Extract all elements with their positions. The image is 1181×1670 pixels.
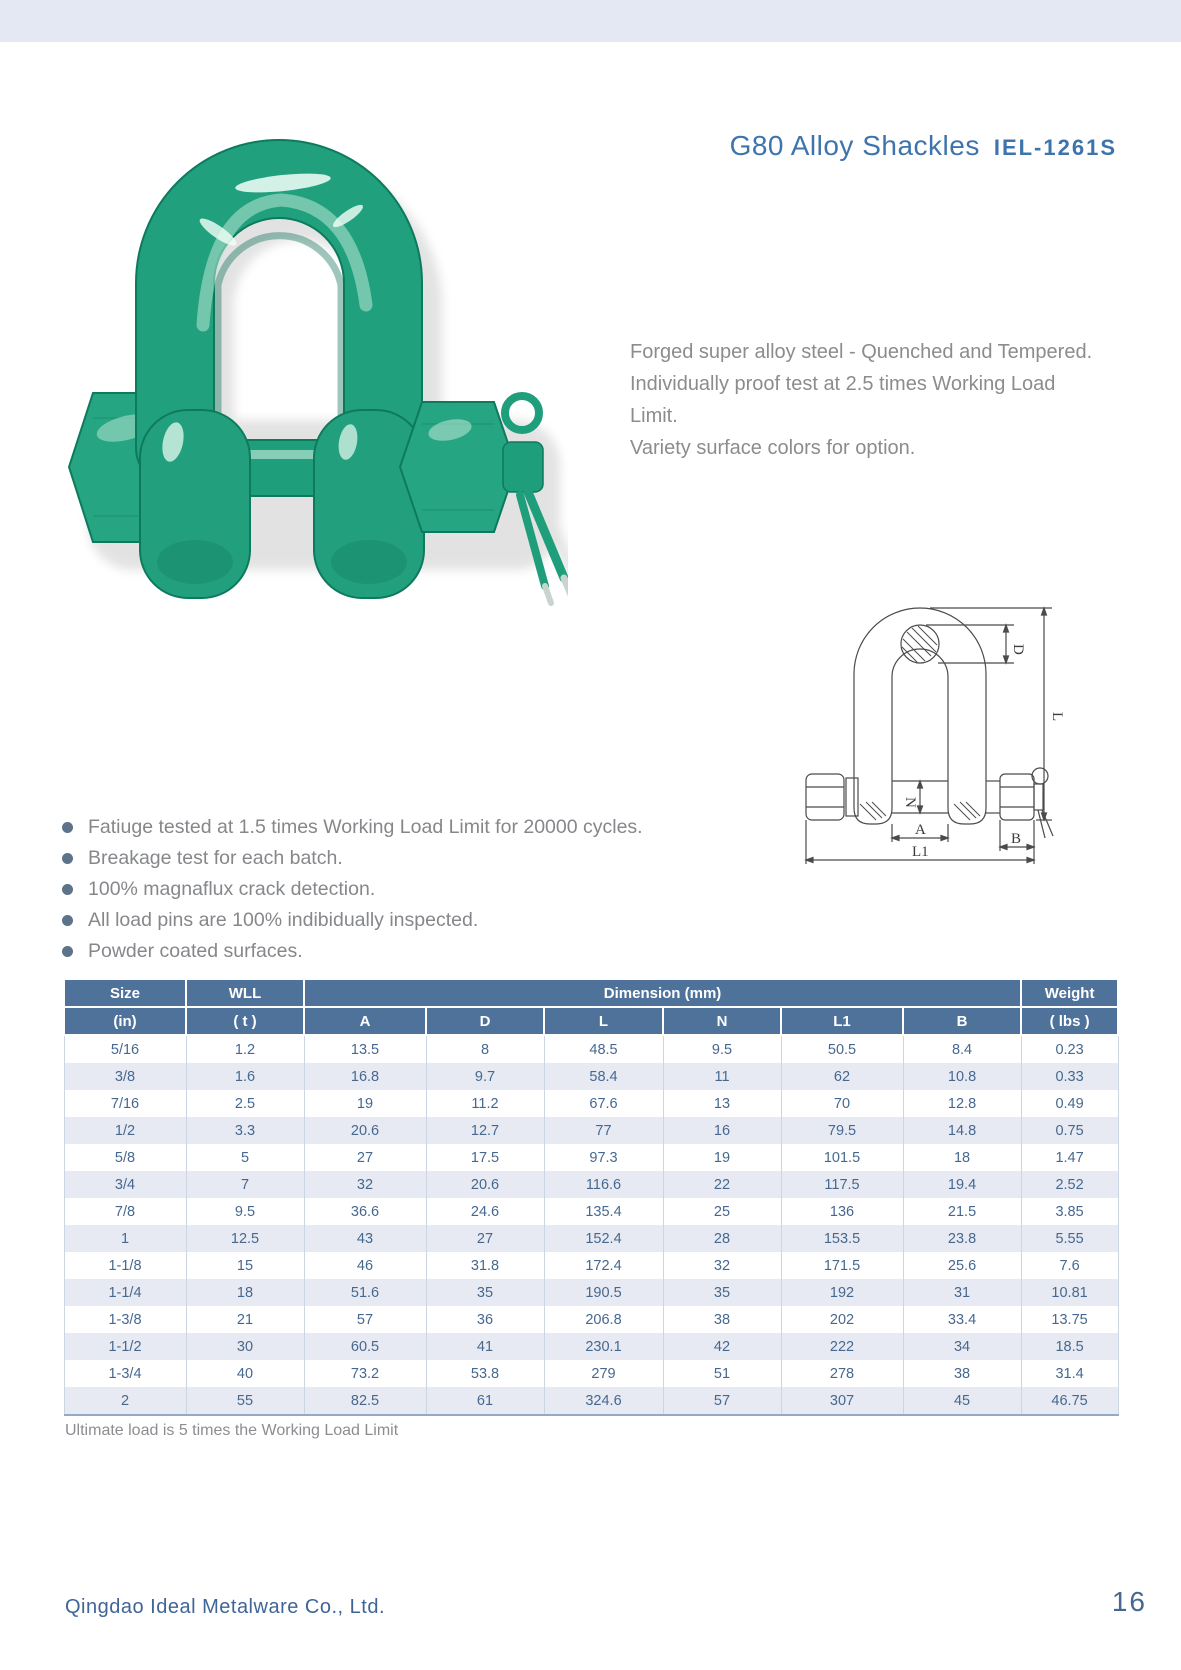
table-cell: 1-3/4 (64, 1360, 186, 1387)
table-cell: 22 (663, 1171, 781, 1198)
table-cell: 172.4 (544, 1252, 663, 1279)
table-row (64, 1225, 1118, 1252)
feature-text: Breakage test for each batch. (88, 847, 343, 869)
table-cell: 41 (426, 1333, 544, 1360)
table-cell: 32 (663, 1252, 781, 1279)
table-cell: 58.4 (544, 1063, 663, 1090)
table-cell: 13.75 (1021, 1306, 1118, 1333)
feature-text: Fatiuge tested at 1.5 times Working Load Limit for 20000 cycles. (88, 816, 643, 838)
table-cell: 9.7 (426, 1063, 544, 1090)
table-cell: 3.3 (186, 1117, 304, 1144)
top-band (0, 0, 1181, 42)
col-size-unit: (in) (64, 1007, 186, 1035)
table-cell: 1 (64, 1225, 186, 1252)
col-weight-unit: ( lbs ) (1021, 1007, 1118, 1035)
table-cell: 5/8 (64, 1144, 186, 1171)
table-cell: 32 (304, 1171, 426, 1198)
table-row (64, 1252, 1118, 1279)
table-cell: 19.4 (903, 1171, 1021, 1198)
table-cell: 27 (426, 1225, 544, 1252)
col-wll-unit: ( t ) (186, 1007, 304, 1035)
product-code: IEL-1261S (993, 135, 1117, 160)
table-cell: 36 (426, 1306, 544, 1333)
table-row (64, 1144, 1118, 1171)
table-cell: 77 (544, 1117, 663, 1144)
col-size: Size (64, 979, 186, 1007)
bullet-icon (62, 946, 73, 957)
footer-company: Qingdao Ideal Metalware Co., Ltd. (65, 1596, 386, 1618)
table-cell: 2 (64, 1387, 186, 1415)
table-note: Ultimate load is 5 times the Working Load Limit (65, 1422, 399, 1439)
table-cell: 278 (781, 1360, 903, 1387)
table-cell: 152.4 (544, 1225, 663, 1252)
table-cell: 21.5 (903, 1198, 1021, 1225)
table-cell: 190.5 (544, 1279, 663, 1306)
table-cell: 7/16 (64, 1090, 186, 1117)
table-cell: 48.5 (544, 1035, 663, 1063)
col-l1: L1 (781, 1007, 903, 1035)
table-cell: 46 (304, 1252, 426, 1279)
table-cell: 43 (304, 1225, 426, 1252)
table-cell: 21 (186, 1306, 304, 1333)
table-cell: 70 (781, 1090, 903, 1117)
page-title (730, 130, 1117, 162)
dim-label-l1: L1 (912, 844, 929, 860)
table-cell: 51 (663, 1360, 781, 1387)
table-cell: 0.33 (1021, 1063, 1118, 1090)
table-cell: 17.5 (426, 1144, 544, 1171)
table-row (64, 1090, 1118, 1117)
table-cell: 116.6 (544, 1171, 663, 1198)
table-cell: 30 (186, 1333, 304, 1360)
table-cell: 1-3/8 (64, 1306, 186, 1333)
bullet-icon (62, 884, 73, 895)
bullet-icon (62, 822, 73, 833)
table-cell: 206.8 (544, 1306, 663, 1333)
description-line: Forged super alloy steel - Quenched and Tempered. (630, 341, 1093, 363)
feature-list (62, 812, 702, 967)
table-cell: 1-1/4 (64, 1279, 186, 1306)
col-b: B (903, 1007, 1021, 1035)
dim-label-a: A (915, 822, 926, 838)
table-cell: 7.6 (1021, 1252, 1118, 1279)
table-cell: 135.4 (544, 1198, 663, 1225)
table-cell: 19 (304, 1090, 426, 1117)
table-cell: 18 (186, 1279, 304, 1306)
feature-text: 100% magnaflux crack detection. (88, 878, 376, 900)
page-number: 16 (1111, 1586, 1147, 1617)
table-cell: 2.52 (1021, 1171, 1118, 1198)
product-title: G80 Alloy Shackles (729, 130, 980, 161)
feature-text: All load pins are 100% indibidually inspected. (88, 909, 479, 931)
table-cell: 28 (663, 1225, 781, 1252)
table-cell: 1/2 (64, 1117, 186, 1144)
spec-table (63, 978, 1119, 1416)
dim-label-l: L (1049, 712, 1065, 722)
dim-label-d: D (1010, 644, 1026, 655)
description-line: Variety surface colors for option. (630, 437, 916, 459)
table-cell: 45 (903, 1387, 1021, 1415)
table-row (64, 1387, 1118, 1415)
table-row (64, 1306, 1118, 1333)
table-header (64, 979, 1118, 1035)
col-n: N (663, 1007, 781, 1035)
list-item (62, 812, 702, 843)
table-cell: 62 (781, 1063, 903, 1090)
table-cell: 57 (304, 1306, 426, 1333)
table-row (64, 1198, 1118, 1225)
table-cell: 230.1 (544, 1333, 663, 1360)
table-cell: 0.75 (1021, 1117, 1118, 1144)
table-cell: 1-1/8 (64, 1252, 186, 1279)
table-cell: 7/8 (64, 1198, 186, 1225)
table-cell: 16.8 (304, 1063, 426, 1090)
table-cell: 3/4 (64, 1171, 186, 1198)
table-cell: 46.75 (1021, 1387, 1118, 1415)
list-item (62, 905, 702, 936)
table-cell: 34 (903, 1333, 1021, 1360)
table-cell: 192 (781, 1279, 903, 1306)
list-item (62, 936, 702, 967)
table-cell: 8.4 (903, 1035, 1021, 1063)
table-cell: 51.6 (304, 1279, 426, 1306)
table-cell: 19 (663, 1144, 781, 1171)
table-cell: 25 (663, 1198, 781, 1225)
dimension-diagram (790, 552, 1075, 867)
table-cell: 10.8 (903, 1063, 1021, 1090)
shackle-image (48, 110, 568, 630)
dim-label-n: N (902, 797, 918, 808)
table-cell: 61 (426, 1387, 544, 1415)
table-cell: 11.2 (426, 1090, 544, 1117)
table-cell: 18 (903, 1144, 1021, 1171)
table-cell: 5 (186, 1144, 304, 1171)
table-cell: 25.6 (903, 1252, 1021, 1279)
table-cell: 18.5 (1021, 1333, 1118, 1360)
list-item (62, 843, 702, 874)
table-cell: 136 (781, 1198, 903, 1225)
table-cell: 67.6 (544, 1090, 663, 1117)
table-cell: 23.8 (903, 1225, 1021, 1252)
table-cell: 33.4 (903, 1306, 1021, 1333)
pin-nut (400, 402, 516, 532)
dim-label-b: B (1011, 831, 1022, 847)
table-cell: 10.81 (1021, 1279, 1118, 1306)
table-row (64, 1360, 1118, 1387)
table-cell: 1.2 (186, 1035, 304, 1063)
table-cell: 16 (663, 1117, 781, 1144)
table-row (64, 1171, 1118, 1198)
table-row (64, 1117, 1118, 1144)
table-cell: 153.5 (781, 1225, 903, 1252)
table-cell: 171.5 (781, 1252, 903, 1279)
table-cell: 7 (186, 1171, 304, 1198)
product-description (630, 336, 1100, 464)
table-cell: 38 (903, 1360, 1021, 1387)
table-cell: 12.8 (903, 1090, 1021, 1117)
shackle-bow (175, 170, 383, 448)
bullet-icon (62, 915, 73, 926)
table-cell: 31 (903, 1279, 1021, 1306)
col-l: L (544, 1007, 663, 1035)
table-cell: 12.5 (186, 1225, 304, 1252)
table-cell: 5.55 (1021, 1225, 1118, 1252)
product-photo (48, 110, 568, 630)
feature-text: Powder coated surfaces. (88, 940, 303, 962)
table-cell: 36.6 (304, 1198, 426, 1225)
table-cell: 15 (186, 1252, 304, 1279)
table-cell: 14.8 (903, 1117, 1021, 1144)
table-row (64, 1279, 1118, 1306)
table-cell: 20.6 (426, 1171, 544, 1198)
table-cell: 53.8 (426, 1360, 544, 1387)
table-cell: 101.5 (781, 1144, 903, 1171)
bullet-icon (62, 853, 73, 864)
table-cell: 279 (544, 1360, 663, 1387)
table-cell: 42 (663, 1333, 781, 1360)
table-cell: 57 (663, 1387, 781, 1415)
table-cell: 117.5 (781, 1171, 903, 1198)
table-cell: 12.7 (426, 1117, 544, 1144)
table-cell: 222 (781, 1333, 903, 1360)
table-cell: 3.85 (1021, 1198, 1118, 1225)
table-cell: 97.3 (544, 1144, 663, 1171)
table-cell: 82.5 (304, 1387, 426, 1415)
col-wll: WLL (186, 979, 304, 1007)
table-cell: 13 (663, 1090, 781, 1117)
table-cell: 0.49 (1021, 1090, 1118, 1117)
table-cell: 11 (663, 1063, 781, 1090)
table-cell: 9.5 (663, 1035, 781, 1063)
table-cell: 8 (426, 1035, 544, 1063)
table-cell: 307 (781, 1387, 903, 1415)
table-cell: 13.5 (304, 1035, 426, 1063)
table-cell: 20.6 (304, 1117, 426, 1144)
col-dimension: Dimension (mm) (304, 979, 1021, 1007)
table-cell: 5/16 (64, 1035, 186, 1063)
table-cell: 79.5 (781, 1117, 903, 1144)
table-cell: 1.6 (186, 1063, 304, 1090)
table-cell: 40 (186, 1360, 304, 1387)
technical-drawing (790, 552, 1075, 867)
spec-table-body (64, 1035, 1118, 1415)
table-cell: 31.8 (426, 1252, 544, 1279)
table-cell: 1.47 (1021, 1144, 1118, 1171)
table-cell: 55 (186, 1387, 304, 1415)
col-a: A (304, 1007, 426, 1035)
table-cell: 31.4 (1021, 1360, 1118, 1387)
table-cell: 0.23 (1021, 1035, 1118, 1063)
col-d: D (426, 1007, 544, 1035)
table-cell: 50.5 (781, 1035, 903, 1063)
table-cell: 27 (304, 1144, 426, 1171)
table-cell: 35 (426, 1279, 544, 1306)
table-cell: 9.5 (186, 1198, 304, 1225)
table-cell: 202 (781, 1306, 903, 1333)
table-cell: 2.5 (186, 1090, 304, 1117)
col-weight: Weight (1021, 979, 1118, 1007)
list-item (62, 874, 702, 905)
table-cell: 60.5 (304, 1333, 426, 1360)
table-row (64, 1063, 1118, 1090)
description-line: Individually proof test at 2.5 times Working Load Limit. (630, 373, 1056, 427)
table-cell: 324.6 (544, 1387, 663, 1415)
table-cell: 73.2 (304, 1360, 426, 1387)
table-row (64, 1333, 1118, 1360)
table-cell: 35 (663, 1279, 781, 1306)
table-cell: 38 (663, 1306, 781, 1333)
table-cell: 24.6 (426, 1198, 544, 1225)
table-cell: 3/8 (64, 1063, 186, 1090)
table-row (64, 1035, 1118, 1063)
table-cell: 1-1/2 (64, 1333, 186, 1360)
